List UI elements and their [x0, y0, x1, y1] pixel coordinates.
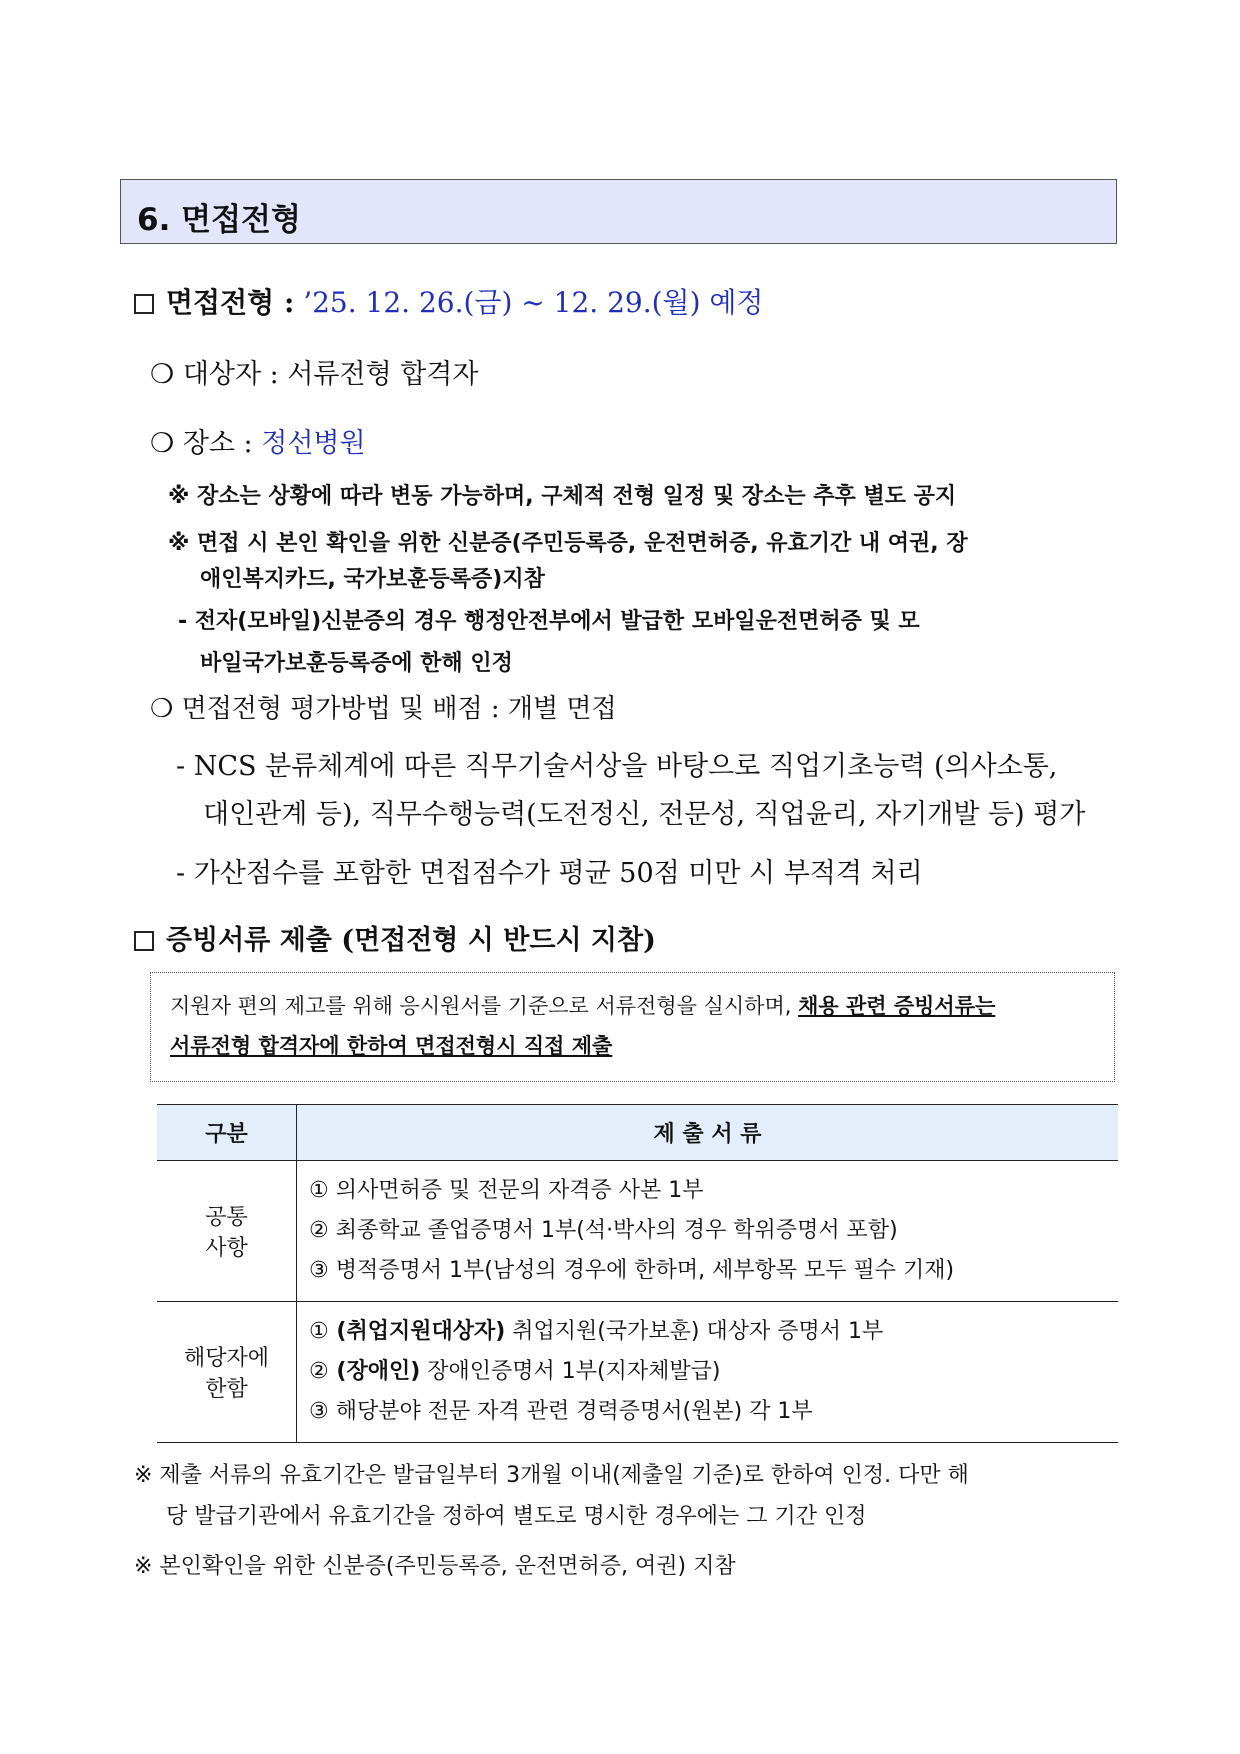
footnote-id: ※ 본인확인을 위한 신분증(주민등록증, 운전면허증, 여권) 지참: [134, 1554, 736, 1579]
interview-schedule: ’25. 12. 26.(금) ~ 12. 29.(월) 예정: [303, 286, 764, 319]
table-cell-documents: [297, 1161, 1119, 1302]
notice-line1: [170, 990, 995, 1020]
footnote-validity-line1: ※ 제출 서류의 유효기간은 발급일부터 3개월 이내(제출일 기준)로 한하여 인정. 다만 해: [134, 1463, 969, 1488]
circle-bullet-icon: ❍: [150, 359, 175, 390]
eval-item1-line1: - NCS 분류체계에 따른 직무기술서상을 바탕으로 직업기초능력 (의사소통,: [176, 751, 1058, 782]
document-item: ③ 병적증명서 1부(남성의 경우에 한하며, 세부항목 모두 필수 기재): [309, 1258, 955, 1283]
footnote-validity-line2: 당 발급기관에서 유효기간을 정하여 별도로 명시한 경우에는 그 기간 인정: [166, 1504, 867, 1529]
note-id-line1: ※ 면접 시 본인 확인을 위한 신분증(주민등록증, 운전면허증, 유효기간 내 여권, 장: [168, 531, 968, 556]
notice-plain: 지원자 편의 제고를 위해 응시원서를 기준으로 서류전형을 실시하며,: [170, 994, 799, 1018]
category-line: 해당자에: [183, 1346, 269, 1371]
category-line: 사항: [205, 1236, 248, 1261]
section-header: [120, 179, 1117, 244]
place-value: 정선병원: [261, 428, 366, 459]
documents-heading: 증빙서류 제출 (면접전형 시 반드시 지참): [166, 925, 656, 956]
table-row: [157, 1161, 1118, 1302]
notice-bold1: 채용 관련 증빙서류는: [798, 994, 996, 1018]
table-header-row: [157, 1105, 1118, 1161]
eval-item2: - 가산점수를 포함한 면접점수가 평균 50점 미만 시 부적격 처리: [176, 858, 923, 889]
table-cell-category: [157, 1161, 297, 1302]
circle-bullet-icon: ❍: [150, 694, 174, 724]
note-place-change: ※ 장소는 상황에 따라 변동 가능하며, 구체적 전형 일정 및 장소는 추후 별도 공지: [168, 484, 957, 509]
table-row: [157, 1302, 1118, 1443]
document-item: ② 최종학교 졸업증명서 1부(석·박사의 경우 학위증명서 포함): [309, 1218, 898, 1243]
document-item: ② (장애인) 장애인증명서 1부(지자체발급): [309, 1359, 721, 1384]
notice-box: [150, 972, 1115, 1082]
table-cell-documents: [297, 1302, 1119, 1443]
place-label: 장소 :: [182, 428, 253, 459]
documents-table: [157, 1104, 1118, 1443]
circle-bullet-icon: ❍: [150, 428, 175, 459]
document-item: ① 의사면허증 및 전문의 자격증 사본 1부: [309, 1178, 704, 1203]
category-line: 공통: [205, 1205, 248, 1230]
document-item: ③ 해당분야 전문 자격 관련 경력증명서(원본) 각 1부: [309, 1399, 813, 1424]
notice-bold2: 서류전형 합격자에 한하여 면접전형시 직접 제출: [170, 1034, 613, 1058]
eval-item1-line2: 대인관계 등), 직무수행능력(도전정신, 전문성, 직업윤리, 자기개발 등) 평가: [203, 799, 1086, 830]
note-id-line2: 애인복지카드, 국가보훈등록증)지참: [200, 567, 545, 592]
note-mobile-id-line2: 바일국가보훈등록증에 한해 인정: [200, 651, 513, 676]
table-cell-category: [157, 1302, 297, 1443]
eval-line: [150, 688, 617, 725]
document-item: ① (취업지원대상자) 취업지원(국가보훈) 대상자 증명서 1부: [309, 1319, 884, 1344]
table-header-documents: 제 출 서 류: [297, 1105, 1119, 1161]
place-line: [150, 421, 366, 460]
documents-heading-line: [134, 918, 656, 957]
section-title: 6. 면접전형: [137, 202, 301, 238]
interview-heading-line: [134, 281, 764, 321]
category-line: 한함: [205, 1377, 248, 1402]
target-line: [150, 352, 478, 391]
checkbox-square-icon: [134, 931, 154, 951]
target-label: 대상자 : 서류전형 합격자: [182, 359, 479, 390]
interview-heading: 면접전형 :: [166, 286, 295, 319]
eval-label: 면접전형 평가방법 및 배점 : 개별 면접: [181, 694, 617, 724]
checkbox-square-icon: [134, 294, 154, 314]
table-header-category: 구분: [157, 1105, 297, 1161]
note-mobile-id-line1: - 전자(모바일)신분증의 경우 행정안전부에서 발급한 모바일운전면허증 및 모: [178, 609, 920, 634]
